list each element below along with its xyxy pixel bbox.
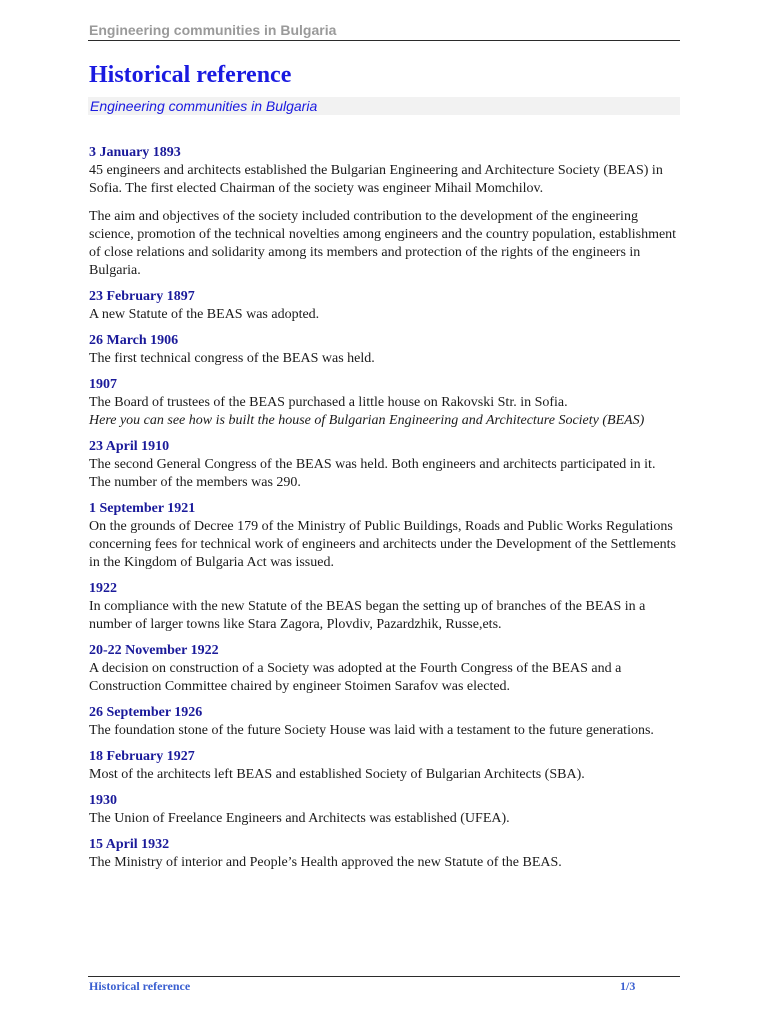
entry-text: The Union of Freelance Engineers and Architects was established (UFEA).	[89, 811, 510, 826]
entry-date: 23 April 1910	[89, 439, 170, 454]
page-number: 1/3	[620, 979, 636, 993]
entry-date: 26 March 1906	[89, 333, 179, 348]
footer-title: Historical reference	[89, 979, 191, 993]
timeline-entry	[89, 836, 679, 872]
entry-date: 15 April 1932	[89, 837, 170, 852]
entry-text: The second General Congress of the BEAS was held. Both engineers and architects participated in it. The number of the members was 290.	[89, 457, 656, 490]
entry-text: A new Statute of the BEAS was adopted.	[89, 307, 320, 322]
entry-text: The first technical congress of the BEAS was held.	[89, 351, 375, 366]
entry-date: 20-22 November 1922	[89, 643, 219, 658]
entry-text: The foundation stone of the future Society House was laid with a testament to the future generations.	[89, 723, 654, 738]
entry-date: 1930	[89, 793, 117, 808]
entry-date: 3 January 1893	[89, 145, 181, 160]
timeline-entry	[89, 792, 679, 828]
entry-date: 18 February 1927	[89, 749, 195, 764]
entry-date: 1922	[89, 581, 117, 596]
entry-text: The Board of trustees of the BEAS purchased a little house on Rakovski Str. in Sofia.	[89, 395, 568, 410]
entry-text: A decision on construction of a Society was adopted at the Fourth Congress of the BEAS and a Construction Committee chaired by engineer Stoimen Sarafov was elected.	[89, 661, 622, 694]
timeline-entry	[89, 288, 679, 324]
entry-text: The Ministry of interior and People’s Health approved the new Statute of the BEAS.	[89, 855, 562, 870]
entry-date: 23 February 1897	[89, 289, 195, 304]
timeline-entry	[89, 144, 679, 280]
timeline-entry	[89, 704, 679, 740]
subtitle-bar	[88, 97, 680, 115]
timeline-entry	[89, 748, 679, 784]
page-header	[88, 20, 680, 41]
entry-text: Most of the architects left BEAS and established Society of Bulgarian Architects (SBA).	[89, 767, 585, 782]
entry-date: 1907	[89, 377, 117, 392]
entry-text: 45 engineers and architects established the Bulgarian Engineering and Architecture Society (BEAS) in Sofia. The first elected Chairman of the society was engineer Mihail Momchilov.	[89, 163, 663, 196]
entry-date: 26 September 1926	[89, 705, 203, 720]
entry-text: The aim and objectives of the society included contribution to the development of the engineering science, promotion of the technical novelties among engineers and the country population, establishment of close relations and solidarity among its members and protection of the rights of the engineers in Bulgaria.	[89, 209, 677, 278]
timeline-entry	[89, 642, 679, 696]
timeline-entry	[89, 376, 679, 430]
timeline-entry	[89, 500, 679, 572]
entry-text: On the grounds of Decree 179 of the Ministry of Public Buildings, Roads and Public Works Regulations concerning fees for technical work of engineers and architects under the Development of the Settlements in the Kingdom of Bulgaria Act was issued.	[89, 519, 676, 570]
page-footer	[88, 976, 680, 997]
timeline-entry	[89, 580, 679, 634]
timeline-entry	[89, 438, 679, 492]
timeline-entry	[89, 332, 679, 368]
running-header-title: Engineering communities in Bulgaria	[89, 22, 337, 38]
document-subtitle: Engineering communities in Bulgaria	[90, 98, 318, 114]
timeline	[89, 144, 679, 880]
document-title: Historical reference	[89, 62, 292, 88]
entry-date: 1 September 1921	[89, 501, 196, 516]
entry-text: In compliance with the new Statute of the BEAS began the setting up of branches of the BEAS in a number of larger towns like Stara Zagora, Plovdiv, Pazardzhik, Russe,ets.	[89, 599, 646, 632]
entry-note: Here you can see how is built the house of Bulgarian Engineering and Architecture Society (BEAS)	[89, 413, 645, 428]
